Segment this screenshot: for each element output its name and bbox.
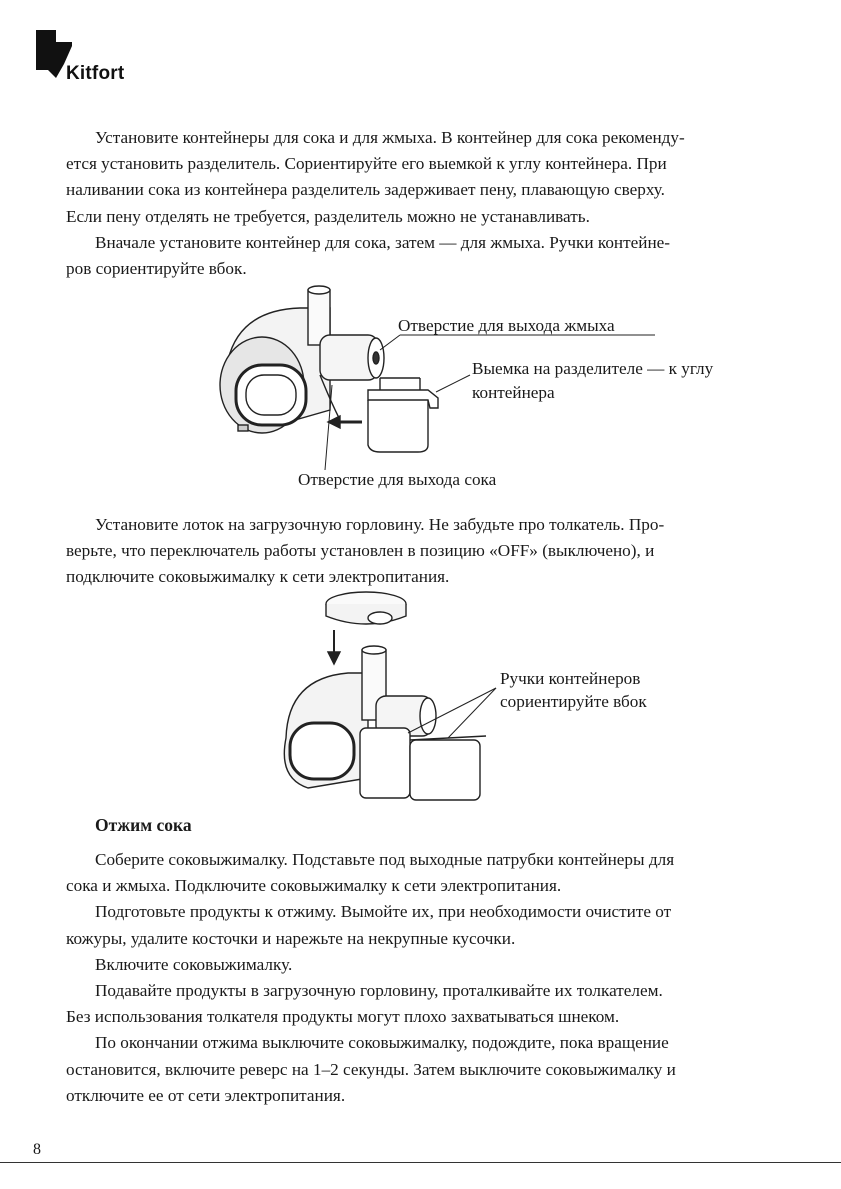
- juicer-tray-figure: [268, 588, 498, 808]
- text-line: Подавайте продукты в загрузочную горловину, проталкивайте их толкателем.: [95, 981, 663, 1001]
- footer-divider: [0, 1162, 841, 1163]
- label-container-handles: Ручки контейнеров: [500, 669, 641, 688]
- text-line: наливании сока из контейнера разделитель задерживает пену, плавающую сверху.: [66, 180, 665, 200]
- text-line: Без использования толкателя продукты могут плохо захватываться шнеком.: [66, 1007, 620, 1027]
- text-line: Соберите соковыжималку. Подставьте под выходные патрубки контейнеры для: [95, 850, 675, 869]
- text-line: ров сориентируйте вбок.: [66, 259, 247, 279]
- text-line: Включите соковыжималку.: [95, 954, 293, 974]
- label-juice-outlet: Отверстие для выхода сока: [298, 470, 497, 489]
- label-separator-notch-cont: контейнера: [472, 383, 555, 402]
- tray-install-paragraph: [66, 512, 776, 591]
- text-line: По окончании отжима выключите соковыжималку, подождите, пока вращение: [95, 1033, 669, 1053]
- text-line: кожуры, удалите косточки и нарежьте на некрупные кусочки.: [66, 928, 516, 948]
- text-line: остановится, включите реверс на 1–2 секунды. Затем выключите соковыжималку и: [66, 1059, 676, 1079]
- text-line: Если пену отделять не требуется, разделитель можно не устанавливать.: [66, 206, 590, 226]
- label-container-handles-cont: сориентируйте вбок: [500, 692, 647, 711]
- text-line: Установите контейнеры для сока и для жмыха. В контейнер для сока рекоменду-: [95, 128, 685, 147]
- text-line: Вначале установите контейнер для сока, затем — для жмыха. Ручки контейне-: [95, 232, 671, 252]
- text-line: Подготовьте продукты к отжиму. Вымойте их, при необходимости очистите от: [95, 902, 672, 922]
- section-heading: Отжим сока: [95, 815, 192, 835]
- label-separator-notch: Выемка на разделителе — к углу: [472, 359, 714, 378]
- label-pulp-outlet: Отверстие для выхода жмыха: [398, 316, 615, 335]
- text-line: ется установить разделитель. Сориентируйте его выемкой к углу контейнера. При: [66, 154, 667, 174]
- text-line: верьте, что переключатель работы установлен в позицию «OFF» (выключено), и: [66, 541, 655, 561]
- text-line: сока и жмыха. Подключите соковыжималку к сети электропитания.: [66, 876, 562, 896]
- intro-paragraph: [66, 125, 776, 282]
- text-line: подключите соковыжималку к сети электропитания.: [66, 567, 450, 587]
- juicing-instructions: [66, 847, 776, 1109]
- page-number: 8: [33, 1141, 41, 1158]
- brand-name: Kitfort: [66, 63, 125, 84]
- text-line: Установите лоток на загрузочную горловину. Не забудьте про толкатель. Про-: [95, 515, 665, 534]
- text-line: отключите ее от сети электропитания.: [66, 1085, 346, 1105]
